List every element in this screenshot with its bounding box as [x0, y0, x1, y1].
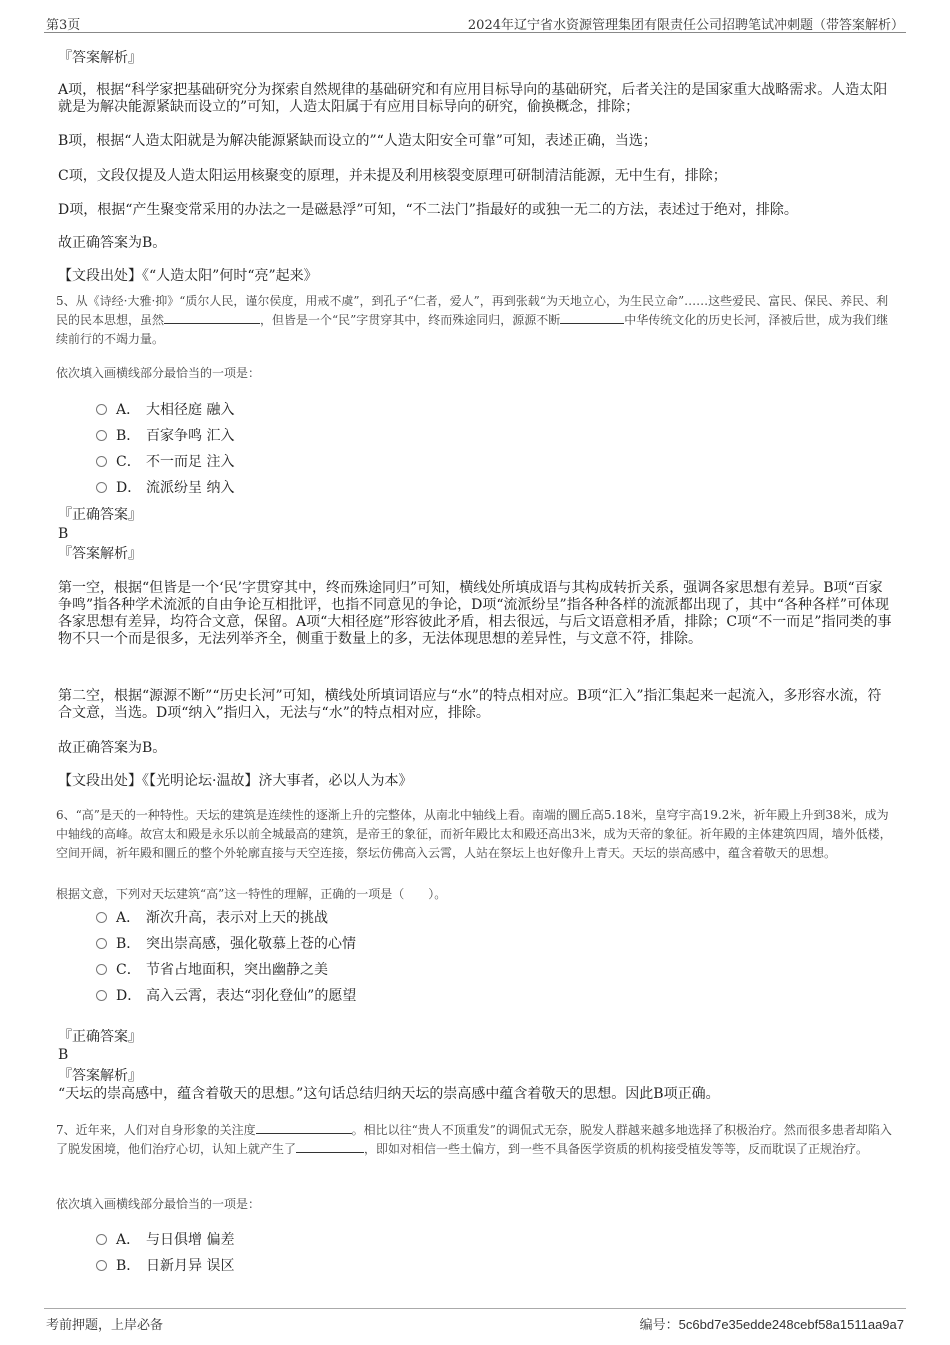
radio-icon[interactable]	[96, 964, 107, 975]
q5-analysis-1: 第一空，根据“但皆是一个‘民’字贯穿其中，终而殊途同归”可知，横线处所填成语与其构成转折关系，强调各家思想有差异。B项“百家争鸣”指各种学术流派的自由争论互相批评，也指不同意见的争论，D项“流派纷呈”指各种各样的流派都出现了，其中“各种各样”可体现各家思想有差异，均符合文意，保留。A项“大相径庭”形容彼此矛盾，相去很远，与后文语意相矛盾，排除；C项“不一而足”指同类的事物不只一个而是很多，无法列举齐全，侧重于数量上的多，无法体现思想的差异性，与文意不符，排除。	[58, 580, 892, 647]
q5-stem-part1: 5、从《诗经·大雅·抑》“质尔人民，谨尔侯度，用戒不虞”，到孔子“仁者，爱人”，再到张载“为天地立心，为生民立命”……这些爱民、富民、保民、养民、利民的民本思想，虽然	[56, 294, 889, 327]
q5-prompt: 依次填入画横线部分最恰当的一项是：	[56, 366, 261, 380]
footer-code-value: 5c6bd7e35edde248cebf58a1511aa9a7	[678, 1317, 904, 1332]
header-divider	[44, 32, 906, 33]
radio-icon[interactable]	[96, 990, 107, 1001]
q7-option-b[interactable]: B． 日新月异 误区	[96, 1257, 234, 1275]
radio-icon[interactable]	[96, 1260, 107, 1271]
q5-correct-label: 『正确答案』	[58, 507, 142, 523]
footer-divider	[44, 1308, 906, 1309]
q6-option-b[interactable]: B． 突出崇高感，强化敬慕上苍的心情	[96, 935, 356, 953]
radio-icon[interactable]	[96, 938, 107, 949]
radio-icon[interactable]	[96, 456, 107, 467]
q7-stem-part1: 7、近年来，人们对自身形象的关注度	[56, 1123, 256, 1137]
page-number: 第3页	[46, 18, 81, 33]
q5-option-a[interactable]: A． 大相径庭 融入	[96, 401, 234, 419]
footer-code	[640, 1314, 904, 1333]
radio-icon[interactable]	[96, 912, 107, 923]
radio-icon[interactable]	[96, 1234, 107, 1245]
q7-stem-part3: ，即如对相信一些土偏方，到一些不具备医学资质的机构接受植发等等，反而耽误了正规治疗。	[364, 1142, 869, 1156]
q7-blank-2	[296, 1140, 364, 1153]
q6-option-a[interactable]: A． 渐次升高，表示对上天的挑战	[96, 909, 328, 927]
footer-slogan: 考前押题，上岸必备	[46, 1318, 164, 1333]
q7-blank-1	[256, 1121, 352, 1134]
q5-blank-1	[164, 311, 260, 324]
q5-option-b[interactable]: B． 百家争鸣 汇入	[96, 427, 234, 445]
q6-analysis: “天坛的崇高感中，蕴含着敬天的思想。”这句话总结归纳天坛的崇高感中蕴含着敬天的思想。因此B项正确。	[58, 1086, 720, 1102]
q7-stem-part2: 。相比以往“贵人不顶重发”的调侃式无奈，脱发人群越来越多地选择了积极治疗。然而很多患者却陷入了脱发困境，他们治疗心切，认知上就产生了	[56, 1123, 892, 1156]
q7-prompt: 依次填入画横线部分最恰当的一项是：	[56, 1197, 261, 1211]
q6-option-c[interactable]: C． 节省占地面积，突出幽静之美	[96, 961, 328, 979]
q5-option-c[interactable]: C． 不一而足 注入	[96, 453, 234, 471]
q6-correct-label: 『正确答案』	[58, 1029, 142, 1045]
q5-source: 【文段出处】《【光明论坛·温故】济大事者，必以人为本》	[58, 773, 413, 789]
radio-icon[interactable]	[96, 482, 107, 493]
q4-analysis-d: D项，根据“产生聚变常采用的办法之一是磁悬浮”可知，“不二法门”指最好的或独一无二的方法，表述过于绝对，排除。	[58, 202, 798, 218]
q4-analysis-label: 『答案解析』	[58, 50, 142, 66]
q7-option-a[interactable]: A． 与日俱增 偏差	[96, 1231, 234, 1249]
q4-analysis-a: A项，根据“科学家把基础研究分为探索自然规律的基础研究和有应用目标导向的基础研究，后者关注的是国家重大战略需求。人造太阳就是为解决能源紧缺而设立的”可知，人造太阳属于有应用目标导向的研究，偷换概念，排除；	[58, 82, 888, 115]
q5-stem	[56, 292, 896, 349]
q5-answer: B	[58, 526, 69, 542]
q4-analysis-c: C项，文段仅提及人造太阳运用核聚变的原理，并未提及利用核裂变原理可研制清洁能源，无中生有，排除；	[58, 168, 727, 184]
q6-option-d[interactable]: D． 高入云霄，表达“羽化登仙”的愿望	[96, 987, 356, 1005]
document-title: 2024年辽宁省水资源管理集团有限责任公司招聘笔试冲刺题（带答案解析）	[467, 18, 904, 33]
footer-code-label: 编号：	[639, 1318, 679, 1333]
q5-stem-part2: ，但皆是一个“民”字贯穿其中，终而殊途同归，源源不断	[260, 313, 561, 327]
q5-option-d[interactable]: D． 流派纷呈 纳入	[96, 479, 234, 497]
q6-prompt: 根据文意，下列对天坛建筑“高”这一特性的理解，正确的一项是（ ）。	[56, 887, 447, 901]
radio-icon[interactable]	[96, 430, 107, 441]
q4-analysis-b: B项，根据“人造太阳就是为解决能源紧缺而设立的”“人造太阳安全可靠”可知，表述正确，当选；	[58, 133, 657, 149]
radio-icon[interactable]	[96, 404, 107, 415]
q4-conclusion: 故正确答案为B。	[58, 235, 167, 251]
q7-stem	[56, 1121, 896, 1159]
q5-stem-part3: 中华传统文化的历史长河，泽被后世，成为我们继续前行的不竭力量。	[56, 313, 889, 346]
q5-analysis-label: 『答案解析』	[58, 546, 142, 562]
q4-source: 【文段出处】《“人造太阳”何时“亮”起来》	[58, 268, 318, 284]
q5-analysis-2: 第二空，根据“源源不断”“历史长河”可知，横线处所填词语应与“水”的特点相对应。B项“汇入”指汇集起来一起流入，多形容水流，符合文意，当选。D项“纳入”指归入，无法与“水”的特点相对应，排除。	[58, 688, 882, 721]
q6-stem: 6、“高”是天的一种特性。天坛的建筑是连续性的逐渐上升的完整体，从南北中轴线上看。南端的圜丘高5.18米，皇穹宇高19.2米，祈年殿上升到38米，成为中轴线的高峰。故宫太和殿是永乐以前全城最高的建筑，是帝王的象征，而祈年殿比太和殿还高出3米，成为天帝的象征。祈年殿的主体建筑四周，墙外低楼，空间开阔，祈年殿和圜丘的整个外轮廓直接与天空连接，祭坛仿佛高入云霄，人站在祭坛上也好像升上青天。天坛的崇高感中，蕴含着敬天的思想。	[56, 808, 892, 860]
q5-blank-2	[560, 311, 624, 324]
q6-analysis-label: 『答案解析』	[58, 1068, 142, 1084]
q5-conclusion: 故正确答案为B。	[58, 740, 167, 756]
q6-answer: B	[58, 1047, 69, 1063]
